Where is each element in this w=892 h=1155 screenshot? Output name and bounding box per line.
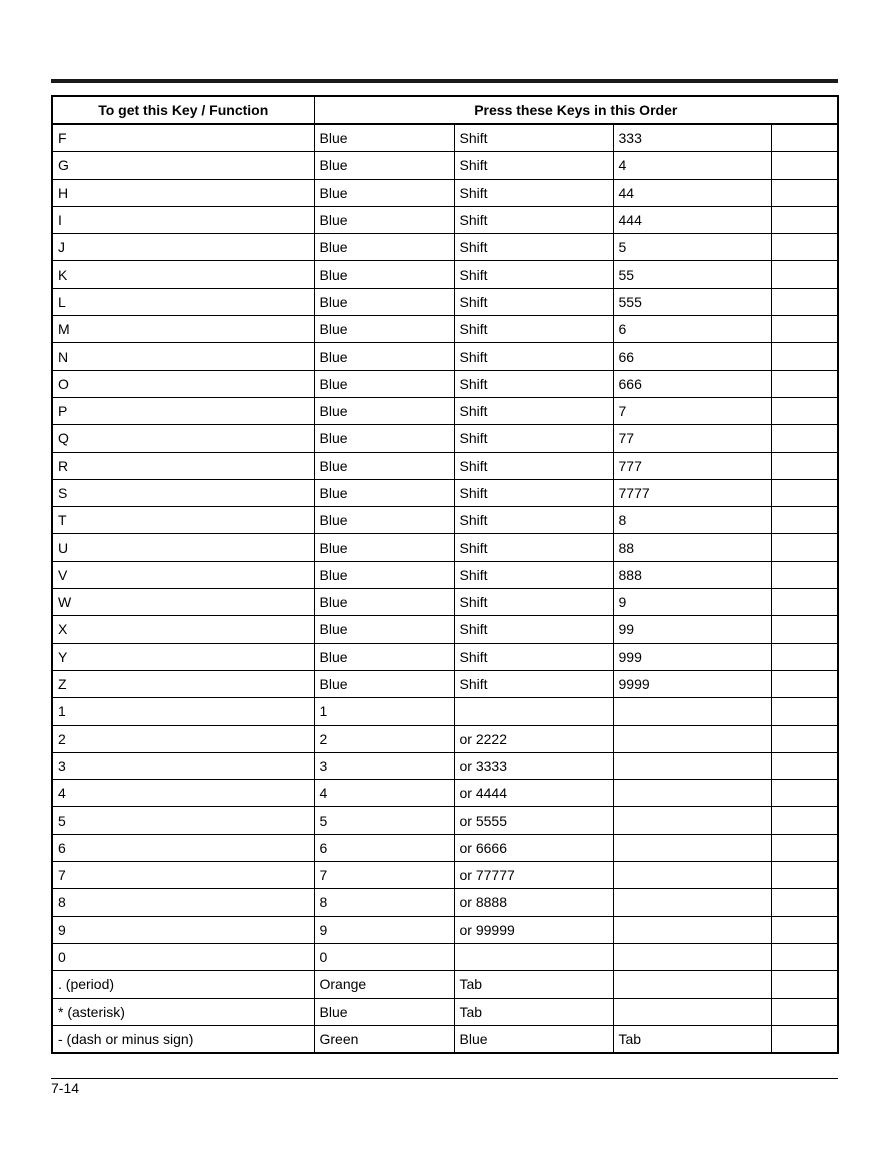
key-sequence-cell <box>771 807 838 834</box>
key-sequence-cell <box>613 916 771 943</box>
key-sequence-cell: Shift <box>454 288 613 315</box>
key-sequence-cell <box>771 288 838 315</box>
key-function-cell: H <box>52 179 314 206</box>
key-sequence-cell <box>771 670 838 697</box>
key-sequence-cell <box>771 397 838 424</box>
key-sequence-cell <box>613 725 771 752</box>
key-sequence-cell: 555 <box>613 288 771 315</box>
key-sequence-cell: Blue <box>314 998 454 1025</box>
key-function-cell: W <box>52 589 314 616</box>
key-sequence-cell <box>771 343 838 370</box>
key-function-cell: V <box>52 561 314 588</box>
key-sequence-cell: Blue <box>314 343 454 370</box>
key-sequence-cell: or 3333 <box>454 752 613 779</box>
bottom-rule <box>51 1078 838 1079</box>
key-sequence-cell <box>613 998 771 1025</box>
table-row <box>52 179 838 206</box>
key-sequence-cell: 8 <box>314 889 454 916</box>
key-function-cell: L <box>52 288 314 315</box>
table-row <box>52 124 838 152</box>
key-sequence-cell: or 5555 <box>454 807 613 834</box>
key-sequence-cell <box>771 479 838 506</box>
key-sequence-cell: 7 <box>314 862 454 889</box>
key-sequence-cell: 88 <box>613 534 771 561</box>
table-row <box>52 343 838 370</box>
key-sequence-cell: Shift <box>454 316 613 343</box>
header-key-function: To get this Key / Function <box>52 96 314 124</box>
key-sequence-cell: Shift <box>454 343 613 370</box>
table-row <box>52 234 838 261</box>
key-sequence-cell: Blue <box>314 152 454 179</box>
key-sequence-cell <box>771 752 838 779</box>
key-sequence-cell: 1 <box>314 698 454 725</box>
table-row <box>52 616 838 643</box>
key-sequence-cell <box>771 316 838 343</box>
key-function-cell: 0 <box>52 943 314 970</box>
key-sequence-cell <box>771 698 838 725</box>
key-sequence-cell: Shift <box>454 179 613 206</box>
key-sequence-cell: Tab <box>454 971 613 998</box>
table-row <box>52 889 838 916</box>
key-sequence-cell <box>613 889 771 916</box>
key-function-cell: 1 <box>52 698 314 725</box>
key-sequence-cell: 2 <box>314 725 454 752</box>
table-body <box>52 124 838 1053</box>
key-sequence-cell: Tab <box>613 1025 771 1053</box>
key-sequence-cell: 777 <box>613 452 771 479</box>
key-sequence-cell <box>613 698 771 725</box>
key-sequence-cell: Green <box>314 1025 454 1053</box>
key-sequence-cell: 999 <box>613 643 771 670</box>
key-sequence-cell: Blue <box>314 124 454 152</box>
key-function-cell: X <box>52 616 314 643</box>
table-row <box>52 288 838 315</box>
key-sequence-cell: Shift <box>454 370 613 397</box>
key-sequence-cell: Blue <box>314 425 454 452</box>
key-sequence-cell: 666 <box>613 370 771 397</box>
key-function-cell: . (period) <box>52 971 314 998</box>
key-sequence-cell: Tab <box>454 998 613 1025</box>
table-row <box>52 943 838 970</box>
key-sequence-table <box>51 95 839 1054</box>
key-sequence-cell <box>771 1025 838 1053</box>
key-sequence-cell: Shift <box>454 616 613 643</box>
key-sequence-cell: Shift <box>454 507 613 534</box>
key-sequence-cell: 5 <box>314 807 454 834</box>
key-sequence-cell: Shift <box>454 152 613 179</box>
key-function-cell: * (asterisk) <box>52 998 314 1025</box>
table-row <box>52 1025 838 1053</box>
key-sequence-cell <box>771 206 838 233</box>
key-function-cell: 5 <box>52 807 314 834</box>
key-sequence-cell: 99 <box>613 616 771 643</box>
key-sequence-cell: or 2222 <box>454 725 613 752</box>
key-function-cell: 8 <box>52 889 314 916</box>
key-sequence-cell <box>613 834 771 861</box>
key-sequence-cell: Blue <box>314 370 454 397</box>
key-sequence-cell: Blue <box>314 670 454 697</box>
key-sequence-cell: Shift <box>454 670 613 697</box>
key-sequence-cell: Blue <box>314 316 454 343</box>
key-function-cell: N <box>52 343 314 370</box>
key-sequence-cell <box>771 507 838 534</box>
key-function-cell: Z <box>52 670 314 697</box>
key-sequence-cell: 4 <box>613 152 771 179</box>
key-function-cell: U <box>52 534 314 561</box>
key-sequence-cell: 9 <box>314 916 454 943</box>
key-sequence-cell <box>771 916 838 943</box>
key-sequence-cell: or 6666 <box>454 834 613 861</box>
table-row <box>52 507 838 534</box>
key-function-cell: 3 <box>52 752 314 779</box>
table-row <box>52 643 838 670</box>
key-sequence-cell: 8 <box>613 507 771 534</box>
key-sequence-cell <box>613 807 771 834</box>
key-sequence-cell: Blue <box>314 234 454 261</box>
table-row <box>52 862 838 889</box>
key-sequence-cell <box>771 124 838 152</box>
key-sequence-cell: or 99999 <box>454 916 613 943</box>
key-sequence-cell <box>771 998 838 1025</box>
key-sequence-cell: 333 <box>613 124 771 152</box>
table-header-row <box>52 96 838 124</box>
key-sequence-cell: Shift <box>454 452 613 479</box>
key-sequence-cell: Shift <box>454 479 613 506</box>
key-sequence-cell <box>771 425 838 452</box>
table-row <box>52 397 838 424</box>
table-row <box>52 534 838 561</box>
key-sequence-cell <box>771 643 838 670</box>
key-sequence-cell: Blue <box>314 616 454 643</box>
key-sequence-cell: Blue <box>314 479 454 506</box>
key-sequence-cell <box>771 152 838 179</box>
key-function-cell: 2 <box>52 725 314 752</box>
key-sequence-cell: or 77777 <box>454 862 613 889</box>
key-sequence-cell: Shift <box>454 234 613 261</box>
key-function-cell: Q <box>52 425 314 452</box>
key-sequence-cell: Blue <box>314 261 454 288</box>
key-sequence-cell <box>771 971 838 998</box>
key-sequence-cell: Blue <box>314 561 454 588</box>
key-sequence-cell: Blue <box>314 643 454 670</box>
key-sequence-cell <box>771 261 838 288</box>
key-sequence-cell: Blue <box>314 589 454 616</box>
key-sequence-cell <box>771 889 838 916</box>
key-sequence-cell: Blue <box>314 206 454 233</box>
key-function-cell: S <box>52 479 314 506</box>
key-sequence-cell: Blue <box>454 1025 613 1053</box>
key-sequence-cell: Blue <box>314 507 454 534</box>
table-row <box>52 589 838 616</box>
table-row <box>52 780 838 807</box>
key-function-cell: F <box>52 124 314 152</box>
key-sequence-cell: 7777 <box>613 479 771 506</box>
key-sequence-cell: Shift <box>454 425 613 452</box>
key-sequence-cell: 66 <box>613 343 771 370</box>
key-sequence-cell: Shift <box>454 643 613 670</box>
table-row <box>52 916 838 943</box>
key-sequence-cell <box>613 971 771 998</box>
key-function-cell: J <box>52 234 314 261</box>
key-sequence-cell: or 4444 <box>454 780 613 807</box>
key-sequence-cell: 5 <box>613 234 771 261</box>
key-sequence-cell: Blue <box>314 179 454 206</box>
table-row <box>52 425 838 452</box>
key-sequence-cell: 44 <box>613 179 771 206</box>
key-sequence-cell <box>613 943 771 970</box>
key-sequence-cell <box>613 862 771 889</box>
top-rule <box>51 79 838 83</box>
key-function-cell: R <box>52 452 314 479</box>
key-sequence-cell: 55 <box>613 261 771 288</box>
key-sequence-cell: Blue <box>314 397 454 424</box>
key-sequence-cell: Shift <box>454 124 613 152</box>
table-row <box>52 561 838 588</box>
key-sequence-cell: 77 <box>613 425 771 452</box>
table-row <box>52 698 838 725</box>
table-row <box>52 752 838 779</box>
key-sequence-cell: 888 <box>613 561 771 588</box>
key-sequence-cell: 6 <box>314 834 454 861</box>
key-sequence-cell <box>771 589 838 616</box>
key-sequence-cell: 9 <box>613 589 771 616</box>
key-sequence-cell: 444 <box>613 206 771 233</box>
key-function-cell: Y <box>52 643 314 670</box>
key-sequence-cell <box>771 780 838 807</box>
key-sequence-cell: 4 <box>314 780 454 807</box>
key-function-cell: T <box>52 507 314 534</box>
key-sequence-cell: Blue <box>314 288 454 315</box>
key-function-cell: O <box>52 370 314 397</box>
key-sequence-cell <box>454 943 613 970</box>
table-row <box>52 261 838 288</box>
table-row <box>52 834 838 861</box>
key-sequence-cell: Shift <box>454 261 613 288</box>
key-sequence-cell: 9999 <box>613 670 771 697</box>
key-sequence-cell: 3 <box>314 752 454 779</box>
key-sequence-cell <box>613 780 771 807</box>
table-row <box>52 807 838 834</box>
key-function-cell: 7 <box>52 862 314 889</box>
key-sequence-cell <box>771 234 838 261</box>
key-sequence-cell <box>771 534 838 561</box>
table-row <box>52 152 838 179</box>
key-sequence-cell: Shift <box>454 589 613 616</box>
table-row <box>52 479 838 506</box>
key-sequence-cell <box>771 943 838 970</box>
key-sequence-cell: Shift <box>454 397 613 424</box>
key-function-cell: 9 <box>52 916 314 943</box>
key-sequence-cell: Blue <box>314 452 454 479</box>
key-function-cell: - (dash or minus sign) <box>52 1025 314 1053</box>
table-row <box>52 452 838 479</box>
table-row <box>52 206 838 233</box>
key-sequence-cell <box>771 179 838 206</box>
table-row <box>52 670 838 697</box>
key-sequence-cell: 6 <box>613 316 771 343</box>
key-sequence-cell <box>454 698 613 725</box>
table-row <box>52 998 838 1025</box>
table-row <box>52 316 838 343</box>
key-function-cell: I <box>52 206 314 233</box>
key-function-cell: M <box>52 316 314 343</box>
table-row <box>52 971 838 998</box>
table-row <box>52 370 838 397</box>
key-sequence-cell: or 8888 <box>454 889 613 916</box>
key-function-cell: G <box>52 152 314 179</box>
page-number: 7-14 <box>51 1080 80 1096</box>
key-sequence-cell <box>771 834 838 861</box>
header-press-keys: Press these Keys in this Order <box>314 96 838 124</box>
key-sequence-cell <box>771 616 838 643</box>
key-sequence-cell: 0 <box>314 943 454 970</box>
key-sequence-cell: 7 <box>613 397 771 424</box>
key-function-cell: 6 <box>52 834 314 861</box>
key-function-cell: P <box>52 397 314 424</box>
key-sequence-cell <box>613 752 771 779</box>
key-sequence-cell: Shift <box>454 534 613 561</box>
table-row <box>52 725 838 752</box>
key-function-cell: 4 <box>52 780 314 807</box>
key-sequence-cell: Shift <box>454 561 613 588</box>
key-sequence-cell <box>771 561 838 588</box>
key-sequence-cell <box>771 452 838 479</box>
key-sequence-cell: Orange <box>314 971 454 998</box>
key-sequence-cell: Blue <box>314 534 454 561</box>
key-sequence-cell <box>771 370 838 397</box>
key-sequence-cell: Shift <box>454 206 613 233</box>
key-sequence-cell <box>771 725 838 752</box>
key-function-cell: K <box>52 261 314 288</box>
key-sequence-cell <box>771 862 838 889</box>
